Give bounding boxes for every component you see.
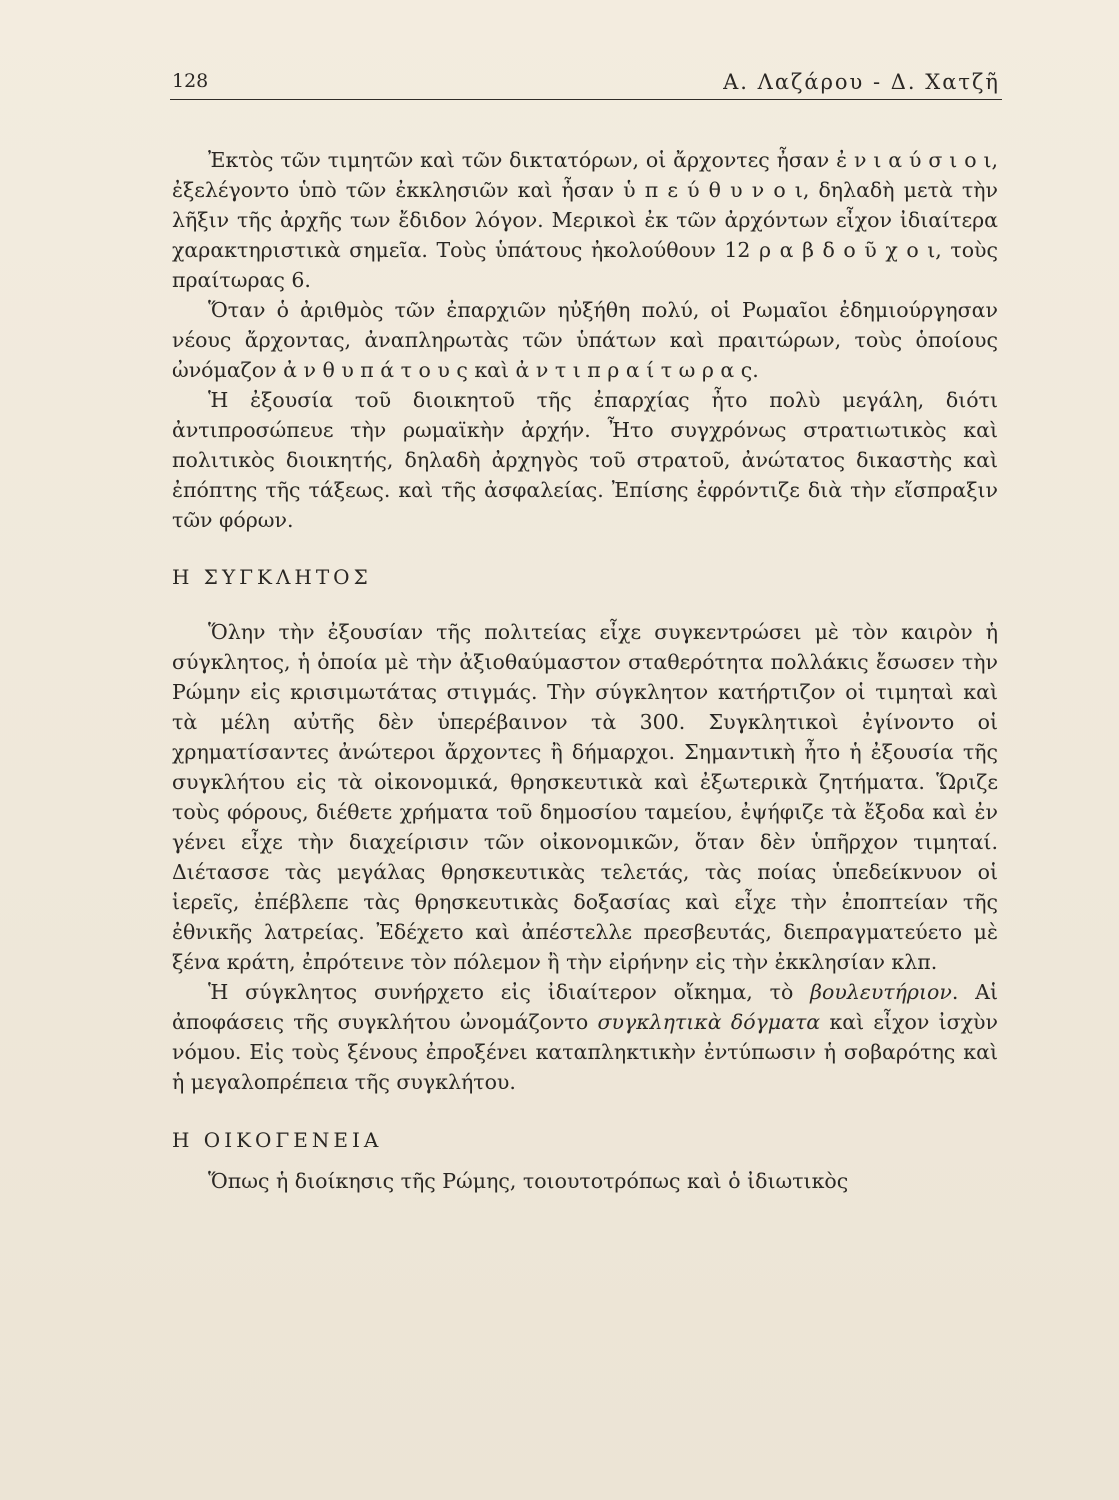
term-senatus-consulta: συγκλητικὰ δόγματα — [597, 1010, 821, 1034]
paragraph-magistrates: Ἐκτὸς τῶν τιμητῶν καὶ τῶν δικτατόρων, οἱ ἄρχοντες ἦσαν ἐ ν ι α ύ σ ι ο ι, ἐξελέγοντο ὑπὸ τῶν ἐκκλησιῶν καὶ ἦσαν ὑ π ε ύ θ υ ν ο ι, δηλαδὴ μετὰ τὴν λῆξιν τῆς ἀρχῆς των ἔδιδον λόγον. Μερικοὶ ἐκ τῶν ἀρχόντων εἶχον ἰδιαίτερα χαρακτηριστικὰ σημεῖα. Τοὺς ὑπάτους ἠκολούθουν 12 ρ α β δ ο ῦ χ ο ι, τοὺς πραίτωρας 6. — [172, 148, 998, 292]
page-header — [172, 70, 1000, 100]
paragraph-senate-assembly — [172, 977, 998, 1097]
section-heading-senate: Η ΣΥΓΚΛΗΤΟΣ — [172, 565, 372, 589]
page-number: 128 — [172, 70, 209, 92]
running-head: Α. Λαζάρου - Δ. Χατζῆ — [723, 70, 1000, 94]
senate-assembly-text-2: . Αἱ ἀποφάσεις τῆς συγκλήτου ὠνομάζοντο — [172, 980, 998, 1034]
page-body — [172, 145, 998, 1196]
paragraph-family: Ὅπως ἡ διοίκησις τῆς Ρώμης, τοιουτοτρόπως καὶ ὁ ἰδιωτικὸς — [208, 1169, 849, 1193]
paragraph-governor: Ἡ ἐξουσία τοῦ διοικητοῦ τῆς ἐπαρχίας ἦτο πολὺ μεγάλη, διότι ἀντιπροσώπευε τὴν ρωμαϊκὴν ἀρχήν. Ἦτο συγχρόνως στρατιωτικὸς καὶ πολιτικὸς διοικητής, δηλαδὴ ἀρχηγὸς τοῦ στρατοῦ, ἀνώτατος δικαστὴς καὶ ἐπόπτης τῆς τάξεως. καὶ τῆς ἀσφαλείας. Ἐπίσης ἐφρόντιζε διὰ τὴν εἴσπραξιν τῶν φόρων. — [172, 388, 998, 532]
header-rule — [170, 99, 1002, 100]
senate-assembly-text-3: καὶ εἶχον ἰσχὺν νόμου. Εἰς τοὺς ξένους ἐπροξένει καταπληκτικὴν ἐντύπωσιν ἡ σοβαρότης καὶ ἡ μεγαλοπρέπεια τῆς συγκλήτου. — [172, 1010, 998, 1094]
paragraph-proconsuls: Ὅταν ὁ ἀριθμὸς τῶν ἐπαρχιῶν ηὐξήθη πολύ, οἱ Ρωμαῖοι ἐδημιούργησαν νέους ἄρχοντας, ἀναπληρωτὰς τῶν ὑπάτων καὶ πραιτώρων, τοὺς ὁποίους ὠνόμαζον ἀ ν θ υ π ά τ ο υ ς καὶ ἀ ν τ ι π ρ α ί τ ω ρ α ς. — [172, 298, 998, 382]
senate-assembly-text-1: Ἡ σύγκλητος συνήρχετο εἰς ἰδιαίτερον οἴκημα, τὸ — [208, 980, 811, 1004]
paragraph-senate-powers: Ὅλην τὴν ἐξουσίαν τῆς πολιτείας εἶχε συγκεντρώσει μὲ τὸν καιρὸν ἡ σύγκλητος, ἡ ὁποία μὲ τὴν ἀξιοθαύμαστον σταθερότητα πολλάκις ἔσωσεν τὴν Ρώμην εἰς κρισιμωτάτας στιγμάς. Τὴν σύγκλητον κατήρτιζον οἱ τιμηταὶ καὶ τὰ μέλη αὐτῆς δὲν ὑπερέβαινον τὰ 300. Συγκλητικοὶ ἐγίνοντο οἱ χρηματίσαντες ἀνώτεροι ἄρχοντες ἢ δήμαρχοι. Σημαντικὴ ἦτο ἡ ἐξουσία τῆς συγκλήτου εἰς τὰ οἰκονομικά, θρησκευτικὰ καὶ ἐξωτερικὰ ζητήματα. Ὥριζε τοὺς φόρους, διέθετε χρήματα τοῦ δημοσίου ταμείου, ἐψήφιζε τὰ ἔξοδα καὶ ἐν γένει εἶχε τὴν διαχείρισιν τῶν οἰκονομικῶν, ὅταν δὲν ὑπῆρχον τιμηταί. Διέτασσε τὰς μεγάλας θρησκευτικὰς τελετάς, τὰς ποίας ὑπεδείκνυον οἱ ἱερεῖς, ἐπέβλεπε τὰς θρησκευτικὰς δοξασίας καὶ εἶχε τὴν ἐποπτείαν τῆς ἐθνικῆς λατρείας. Ἐδέχετο καὶ ἀπέστελλε πρεσβευτάς, διεπραγματεύετο μὲ ξένα κράτη, ἐπρότεινε τὸν πόλεμον ἢ τὴν εἰρήνην εἰς τὴν ἐκκλησίαν κλπ. — [172, 620, 998, 974]
term-bouleuterion: βουλευτήριον — [810, 980, 952, 1004]
section-heading-family: Η ΟΙΚΟΓΕΝΕΙΑ — [172, 1128, 383, 1152]
